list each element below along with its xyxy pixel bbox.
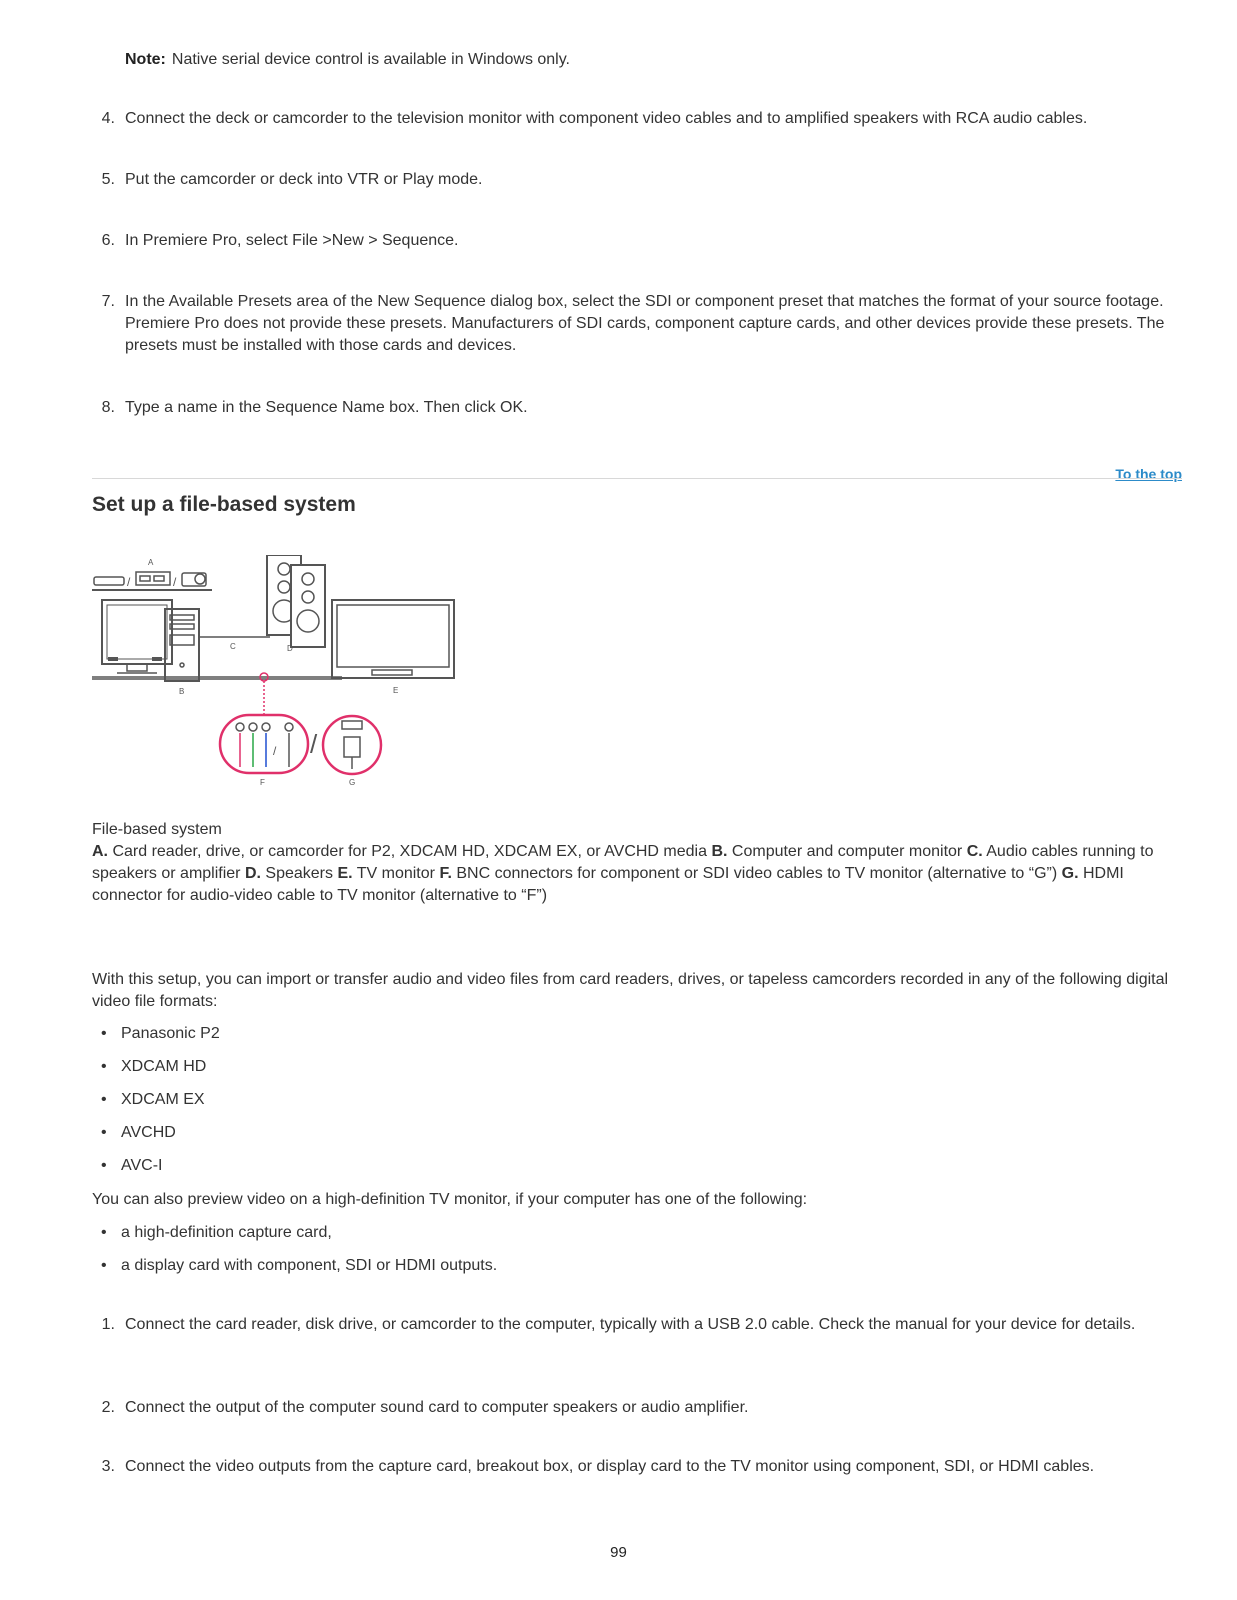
list-item: • XDCAM EX <box>92 1089 220 1122</box>
svg-text:/: / <box>127 575 131 589</box>
computer-monitor-icon <box>102 600 172 664</box>
intro-paragraph: With this setup, you can import or transfer audio and video files from card readers, drives, or tapeless camcorders recorded in any of the following digital video file formats: <box>92 971 1169 1010</box>
page-number: 99 <box>610 1544 627 1561</box>
figure-label: A <box>148 558 154 567</box>
list-item: • a high-definition capture card, <box>92 1222 497 1255</box>
step-text: Type a name in the Sequence Name box. Then click OK. <box>125 399 528 416</box>
caption-key: A. <box>92 843 108 860</box>
card-reader-icon <box>136 572 170 585</box>
caption-legend <box>92 841 1162 907</box>
step-number: 6. <box>101 232 115 249</box>
caption-key: D. <box>244 865 261 882</box>
section-divider <box>92 478 1182 479</box>
step-number: 7. <box>101 293 115 310</box>
step-text: Connect the deck or camcorder to the television monitor with component video cables and to amplified speakers with RCA audio cables. <box>125 110 1088 127</box>
list-item: • Panasonic P2 <box>92 1023 220 1056</box>
step-number: 1. <box>101 1316 115 1333</box>
caption-text: Card reader, drive, or camcorder for P2, XDCAM HD, XDCAM EX, or AVCHD media <box>112 843 707 860</box>
figure-label: B <box>179 687 185 696</box>
speaker-icon <box>291 565 325 647</box>
caption-key: G. <box>1061 865 1079 882</box>
step-text: Connect the output of the computer sound card to computer speakers or audio amplifier. <box>125 1399 749 1416</box>
step-number: 2. <box>101 1399 115 1416</box>
note-text: Native serial device control is available in Windows only. <box>171 51 570 68</box>
caption-text: Audio cables running to speakers or amplifier <box>92 843 1154 882</box>
preview-paragraph: You can also preview video on a high-definition TV monitor, if your computer has one of the following: <box>92 1191 808 1208</box>
caption-text: HDMI connector for audio-video cable to TV monitor (alternative to “F”) <box>92 865 1124 904</box>
step-number: 3. <box>101 1458 115 1475</box>
section-title: Set up a file-based system <box>92 493 356 516</box>
step-text: In Premiere Pro, select File >New > Sequence. <box>125 232 459 249</box>
caption-text: Computer and computer monitor <box>731 843 963 860</box>
svg-text:/: / <box>273 744 277 758</box>
list-item: • a display card with component, SDI or HDMI outputs. <box>92 1255 497 1288</box>
list-item: • AVC-I <box>92 1155 220 1188</box>
caption-text: BNC connectors for component or SDI video cables to TV monitor (alternative to “G”) <box>456 865 1058 882</box>
step-text: Connect the card reader, disk drive, or camcorder to the computer, typically with a USB 2.0 cable. Check the manual for your device for details. <box>125 1316 1136 1333</box>
caption-text: Speakers <box>265 865 338 882</box>
figure-label: G <box>349 778 356 787</box>
caption-title: File-based system <box>92 821 222 838</box>
caption-key: C. <box>966 843 983 860</box>
to-the-top-link[interactable]: To the top <box>1115 466 1182 482</box>
list-item: • XDCAM HD <box>92 1056 220 1089</box>
caption-key: E. <box>337 865 353 882</box>
note-label: Note: <box>125 51 166 68</box>
note <box>125 49 570 71</box>
list-item: • AVCHD <box>92 1122 220 1155</box>
figure-label: F <box>260 778 265 787</box>
figure-caption <box>92 819 1162 907</box>
step-text: In the Available Presets area of the New Sequence dialog box, select the SDI or component preset that matches the format of your source footage. Premiere Pro does not provide these presets. Manufacturers of SDI cards, component capture cards, and other devices provide these presets. The presets must be installed with those cards and devices. <box>125 293 1165 354</box>
step-number: 4. <box>101 110 115 127</box>
step-text: Put the camcorder or deck into VTR or Play mode. <box>125 171 483 188</box>
step-number: 5. <box>101 171 115 188</box>
drive-icon <box>94 577 124 585</box>
caption-text: TV monitor <box>356 865 435 882</box>
svg-text:/: / <box>173 575 177 589</box>
step-text: Connect the video outputs from the capture card, breakout box, or display card to the TV monitor using component, SDI, or HDMI cables. <box>125 1458 1095 1475</box>
figure-label: D <box>287 644 293 653</box>
caption-key: B. <box>711 843 728 860</box>
figure-label: E <box>393 686 399 695</box>
formats-list <box>92 1023 220 1188</box>
file-based-system-diagram <box>92 555 472 807</box>
step-number: 8. <box>101 399 115 416</box>
figure-label: C <box>230 642 236 651</box>
caption-key: F. <box>439 865 452 882</box>
preview-options-list <box>92 1222 497 1288</box>
svg-text:/: / <box>310 729 318 759</box>
